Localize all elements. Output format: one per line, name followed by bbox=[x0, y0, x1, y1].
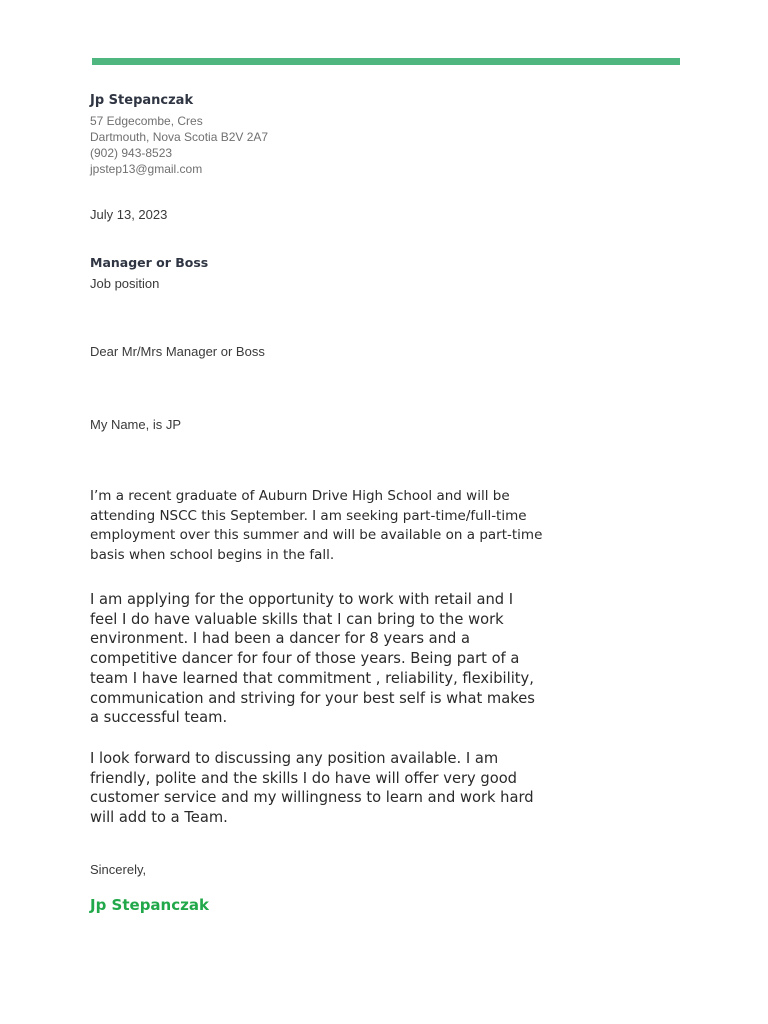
recipient-name: Manager or Boss bbox=[90, 255, 209, 270]
sender-name: Jp Stepanczak bbox=[90, 93, 194, 108]
sender-address-line-1: 57 Edgecombe, Cres bbox=[90, 114, 203, 128]
salutation: Dear Mr/Mrs Manager or Boss bbox=[90, 344, 265, 359]
body-paragraph-3 bbox=[90, 749, 580, 828]
paragraph-line: employment over this summer and will be available on a part-time bbox=[90, 527, 543, 543]
paragraph-line: attending NSCC this September. I am seeking part-time/full-time bbox=[90, 507, 527, 524]
paragraph-line: I look forward to discussing any position available. I am bbox=[90, 750, 499, 767]
recipient-position: Job position bbox=[90, 276, 160, 291]
paragraph-line: I’m a recent graduate of Auburn Drive High School and will be bbox=[90, 488, 510, 504]
paragraph-line: environment. I had been a dancer for 8 years and a bbox=[90, 630, 470, 648]
paragraph-line: friendly, polite and the skills I do have will offer very good bbox=[90, 769, 517, 787]
body-paragraph-1 bbox=[90, 487, 580, 565]
body-paragraph-2 bbox=[90, 590, 580, 728]
sender-email: jpstep13@gmail.com bbox=[90, 162, 203, 176]
signature: Jp Stepanczak bbox=[90, 896, 209, 914]
sender-address-line-2: Dartmouth, Nova Scotia B2V 2A7 bbox=[90, 130, 269, 144]
sender-phone: (902) 943-8523 bbox=[90, 146, 173, 160]
header-accent-rule bbox=[92, 58, 680, 65]
paragraph-line: feel I do have valuable skills that I can bring to the work bbox=[90, 610, 504, 628]
paragraph-line: communication and striving for your best self is what makes bbox=[90, 689, 535, 707]
paragraph-line: team I have learned that commitment , reliability, flexibility, bbox=[90, 669, 534, 687]
letter-date: July 13, 2023 bbox=[90, 207, 168, 222]
paragraph-line: a successful team. bbox=[90, 709, 228, 727]
intro-line: My Name, is JP bbox=[90, 417, 182, 432]
recipient-block bbox=[90, 255, 208, 291]
closing: Sincerely, bbox=[90, 862, 147, 877]
paragraph-line: will add to a Team. bbox=[90, 809, 228, 827]
paragraph-line: competitive dancer for four of those years. Being part of a bbox=[90, 650, 520, 668]
paragraph-line: customer service and my willingness to learn and work hard bbox=[90, 789, 534, 807]
paragraph-line: I am applying for the opportunity to work with retail and I bbox=[90, 591, 514, 608]
paragraph-line: basis when school begins in the fall. bbox=[90, 546, 335, 563]
sender-block bbox=[90, 93, 268, 177]
